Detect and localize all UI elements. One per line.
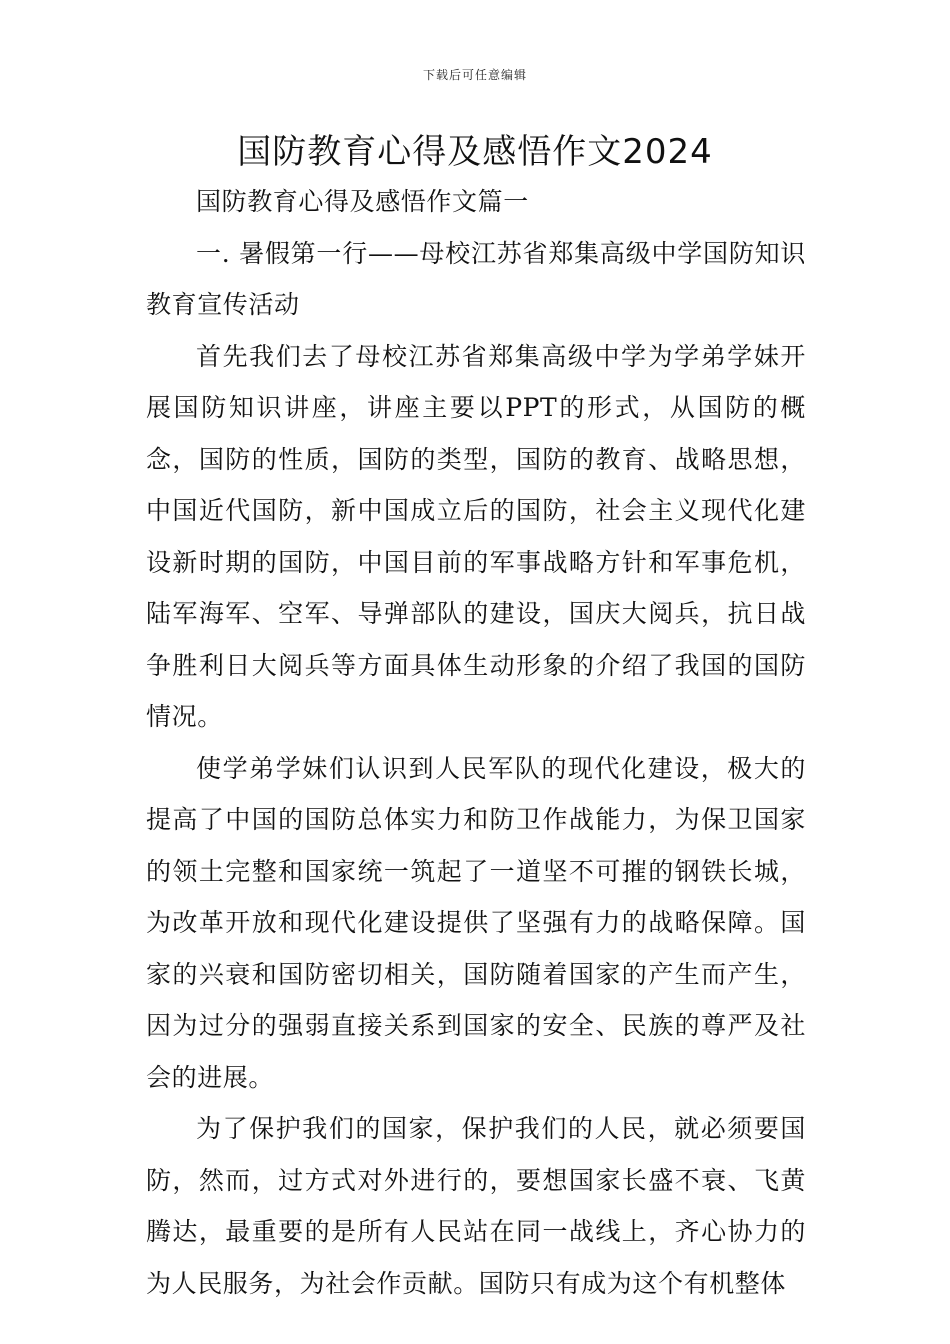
- paragraph-1: 一. 暑假第一行——母校江苏省郑集高级中学国防知识教育宣传活动: [146, 238, 806, 319]
- paragraph-4: 为了保护我们的国家，保护我们的人民，就必须要国防，然而，过方式对外进行的，要想国家长盛不衰、飞黄腾达，最重要的是所有人民站在同一战线上，齐心协力的为人民服务，为社会作贡献。国防只有成为这个有机整体: [146, 1114, 806, 1298]
- paragraph-2: 首先我们去了母校江苏省郑集高级中学为学弟学妹开展国防知识讲座，讲座主要以PPT的形式，从国防的概念，国防的性质，国防的类型，国防的教育、战略思想，中国近代国防，新中国成立后的国防，社会主义现代化建设新时期的国防，中国目前的军事战略方针和军事危机，陆军海军、空军、导弹部队的建设，国庆大阅兵，抗日战争胜利日大阅兵等方面具体生动形象的介绍了我国的国防情况。: [146, 341, 806, 731]
- page-title: 国防教育心得及感悟作文2024: [237, 132, 713, 172]
- header-note: 下载后可任意编辑: [422, 68, 527, 82]
- section-heading: 国防教育心得及感悟作文篇一: [196, 187, 529, 216]
- document-body: [146, 176, 806, 1309]
- paragraph-3: 使学弟学妹们认识到人民军队的现代化建设，极大的提高了中国的国防总体实力和防卫作战能力，为保卫国家的领土完整和国家统一筑起了一道坚不可摧的钢铁长城，为改革开放和现代化建设提供了坚强有力的战略保障。国家的兴衰和国防密切相关，国防随着国家的产生而产生，因为过分的强弱直接关系到国家的安全、民族的尊严及社会的进展。: [146, 753, 806, 1092]
